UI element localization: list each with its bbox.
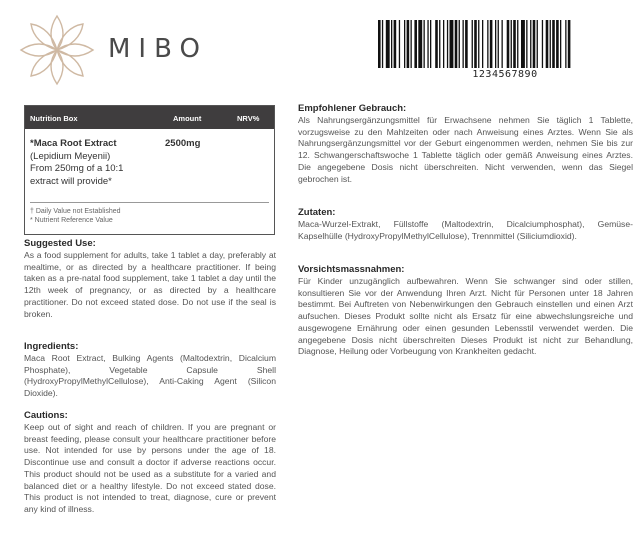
vorsichtsmassnahmen-section — [298, 264, 633, 358]
barcode-bar — [459, 20, 460, 68]
barcode-bar — [526, 20, 527, 68]
barcode-bar — [568, 20, 571, 68]
barcode-bar — [511, 20, 512, 68]
suggested-use-text: As a food supplement for adults, take 1 tablet a day, preferably at mealtime, or as directed by a healthcare practitioner. If being taken as a pre-natal food supplement, take 1 tablet a day until the 12th week of pregnancy, or as directed by a healthcare practitioner. Do not exceed stated dose. Do not use if the seal is broken. — [24, 250, 276, 319]
barcode-bar — [546, 20, 549, 68]
barcode-bar — [386, 20, 390, 68]
barcode-bar — [465, 20, 468, 68]
nutrition-box-header — [25, 106, 274, 129]
barcode-bar — [463, 20, 464, 68]
cautions-text: Keep out of sight and reach of children. If you are pregnant or breast feeding, please consult your healthcare practitioner before use. Not intended for use by persons under the age of 18. Discontinue use and consult a doctor if adverse reactions occur. This product should not be used as a substitute for a varied and balanced diet or a healthy lifestyle. Do not exceed stated dose. This product is not intended to treat, diagnose, cure or prevent any kind of illness. — [24, 422, 276, 514]
empfohlener-gebrauch-title: Empfohlener Gebrauch: — [298, 103, 407, 114]
barcode-bar — [430, 20, 431, 68]
barcode-bar — [399, 20, 400, 68]
cautions-section — [24, 410, 276, 516]
barcode-bar — [382, 20, 383, 68]
zutaten-section — [298, 207, 633, 242]
barcode-bar — [565, 20, 566, 68]
barcode-bar — [472, 20, 473, 68]
barcode-number: 1234567890 — [472, 69, 538, 80]
vorsichtsmassnahmen-title: Vorsichtsmassnahmen: — [298, 264, 405, 275]
zutaten-title: Zutaten: — [298, 207, 336, 218]
suggested-use-section — [24, 238, 276, 320]
barcode-bar — [447, 20, 448, 68]
nutrition-box-title: Nutrition Box — [30, 114, 78, 123]
brand-name: MIBO — [108, 34, 208, 64]
nutrient-desc-line: From 250mg of a 10:1 — [30, 163, 124, 174]
ingredients-title: Ingredients: — [24, 341, 79, 352]
barcode-bar — [478, 20, 479, 68]
footnote: * Nutrient Reference Value — [30, 216, 113, 224]
barcode-bar — [394, 20, 397, 68]
barcode-bar — [411, 20, 412, 68]
nutrient-amount: 2500mg — [165, 138, 201, 149]
barcode-bar — [490, 20, 493, 68]
barcode-bar — [435, 20, 438, 68]
cautions-title: Cautions: — [24, 410, 68, 421]
empfohlener-gebrauch-text: Als Nahrungsergänzungsmittel für Erwachsene nehmen Sie täglich 1 Tablette, vorzugsweise zu den Mahlzeiten oder nach Anweisung eines Arztes. Wenn Sie als Nahrungsergänzungsmittel vor der Geburt eingenommen werden, nehmen Sie bis zur 12. Schwangerschaftswoche 1 Tablette täglich oder gemäß Anweisung eines Arztes. Die angegebene Dosis nicht überschreiten. Nicht verwenden, wenn das Siegel gebrochen ist. — [298, 115, 633, 184]
barcode-bar — [427, 20, 428, 68]
barcode-bar — [391, 20, 392, 68]
barcode-bar — [439, 20, 440, 68]
empfohlener-gebrauch-section — [298, 103, 633, 185]
barcode-bar — [407, 20, 410, 68]
barcode-graphic — [378, 20, 632, 68]
barcode-bar — [495, 20, 496, 68]
barcode-bar — [418, 20, 422, 68]
barcode-bar — [552, 20, 555, 68]
barcode-bar — [556, 20, 559, 68]
barcode-bar — [482, 20, 483, 68]
brand-logo-icon — [16, 10, 98, 90]
barcode-bar — [450, 20, 454, 68]
nrv-column-header: NRV% — [237, 114, 260, 123]
barcode-bar — [404, 20, 405, 68]
footnote: † Daily Value not Established — [30, 208, 121, 215]
barcode-bar — [443, 20, 444, 68]
nutrient-name: *Maca Root Extract — [30, 138, 117, 149]
barcode-bar — [533, 20, 536, 68]
barcode-bar — [507, 20, 510, 68]
barcode-bar — [455, 20, 458, 68]
barcode-bar — [502, 20, 503, 68]
nutrient-desc-line: extract will provide* — [30, 175, 112, 187]
barcode-bar — [560, 20, 561, 68]
barcode-bar — [414, 20, 417, 68]
ingredients-section — [24, 341, 276, 400]
barcode-bar — [378, 20, 381, 68]
barcode-bar — [487, 20, 488, 68]
barcode-bar — [542, 20, 543, 68]
zutaten-text: Maca-Wurzel-Extrakt, Füllstoffe (Maltodextrin, Dicalciumphosphat), Gemüse-Kapselhülle (HydroxyPropylMethylCellulose), Trennmittel (Siliciumdioxid). — [298, 219, 633, 241]
barcode-bar — [424, 20, 425, 68]
barcode-bar — [513, 20, 516, 68]
barcode-bar — [550, 20, 551, 68]
amount-column-header: Amount — [173, 114, 202, 123]
barcode-bar — [537, 20, 538, 68]
ingredients-text: Maca Root Extract, Bulking Agents (Maltodextrin, Dicalcium Phosphate), Vegetable Capsule Shell (HydroxyPropylMethylCellulose), Anti-Caking Agent (Silicon Dioxide). — [24, 353, 276, 399]
suggested-use-title: Suggested Use: — [24, 238, 96, 249]
barcode-bar — [517, 20, 518, 68]
vorsichtsmassnahmen-text: Für Kinder unzugänglich aufbewahren. Wenn Sie schwanger sind oder stillen, konsultieren Sie vor der Anwendung Ihren Arzt. Nicht für Personen unter 18 Jahren bestimmt. Bei Auftreten von Nebenwirkungen den Gebrauch einstellen und einen Arzt aufsuchen. Dieses Produkt sollte nicht als Ersatz für eine abwechslungsreiche und ausgewogene Ernährung oder einen gesunden Lebensstil verwendet werden. Die angegebene Dosis nicht überschreiten Dieses Produkt ist nicht zur Behandlung, Diagnose, Heilung oder Vorbeugung von Krankheiten gedacht. — [298, 276, 633, 357]
nutrition-box — [24, 105, 275, 235]
barcode-bar — [474, 20, 477, 68]
barcode-bar — [530, 20, 531, 68]
barcode-bar — [498, 20, 499, 68]
nutrition-divider — [30, 202, 269, 203]
nutrition-footnotes — [30, 208, 121, 225]
nutrient-desc-line: (Lepidium Meyenii) — [30, 150, 111, 162]
barcode-bar — [521, 20, 525, 68]
nutrient-row — [30, 138, 123, 188]
